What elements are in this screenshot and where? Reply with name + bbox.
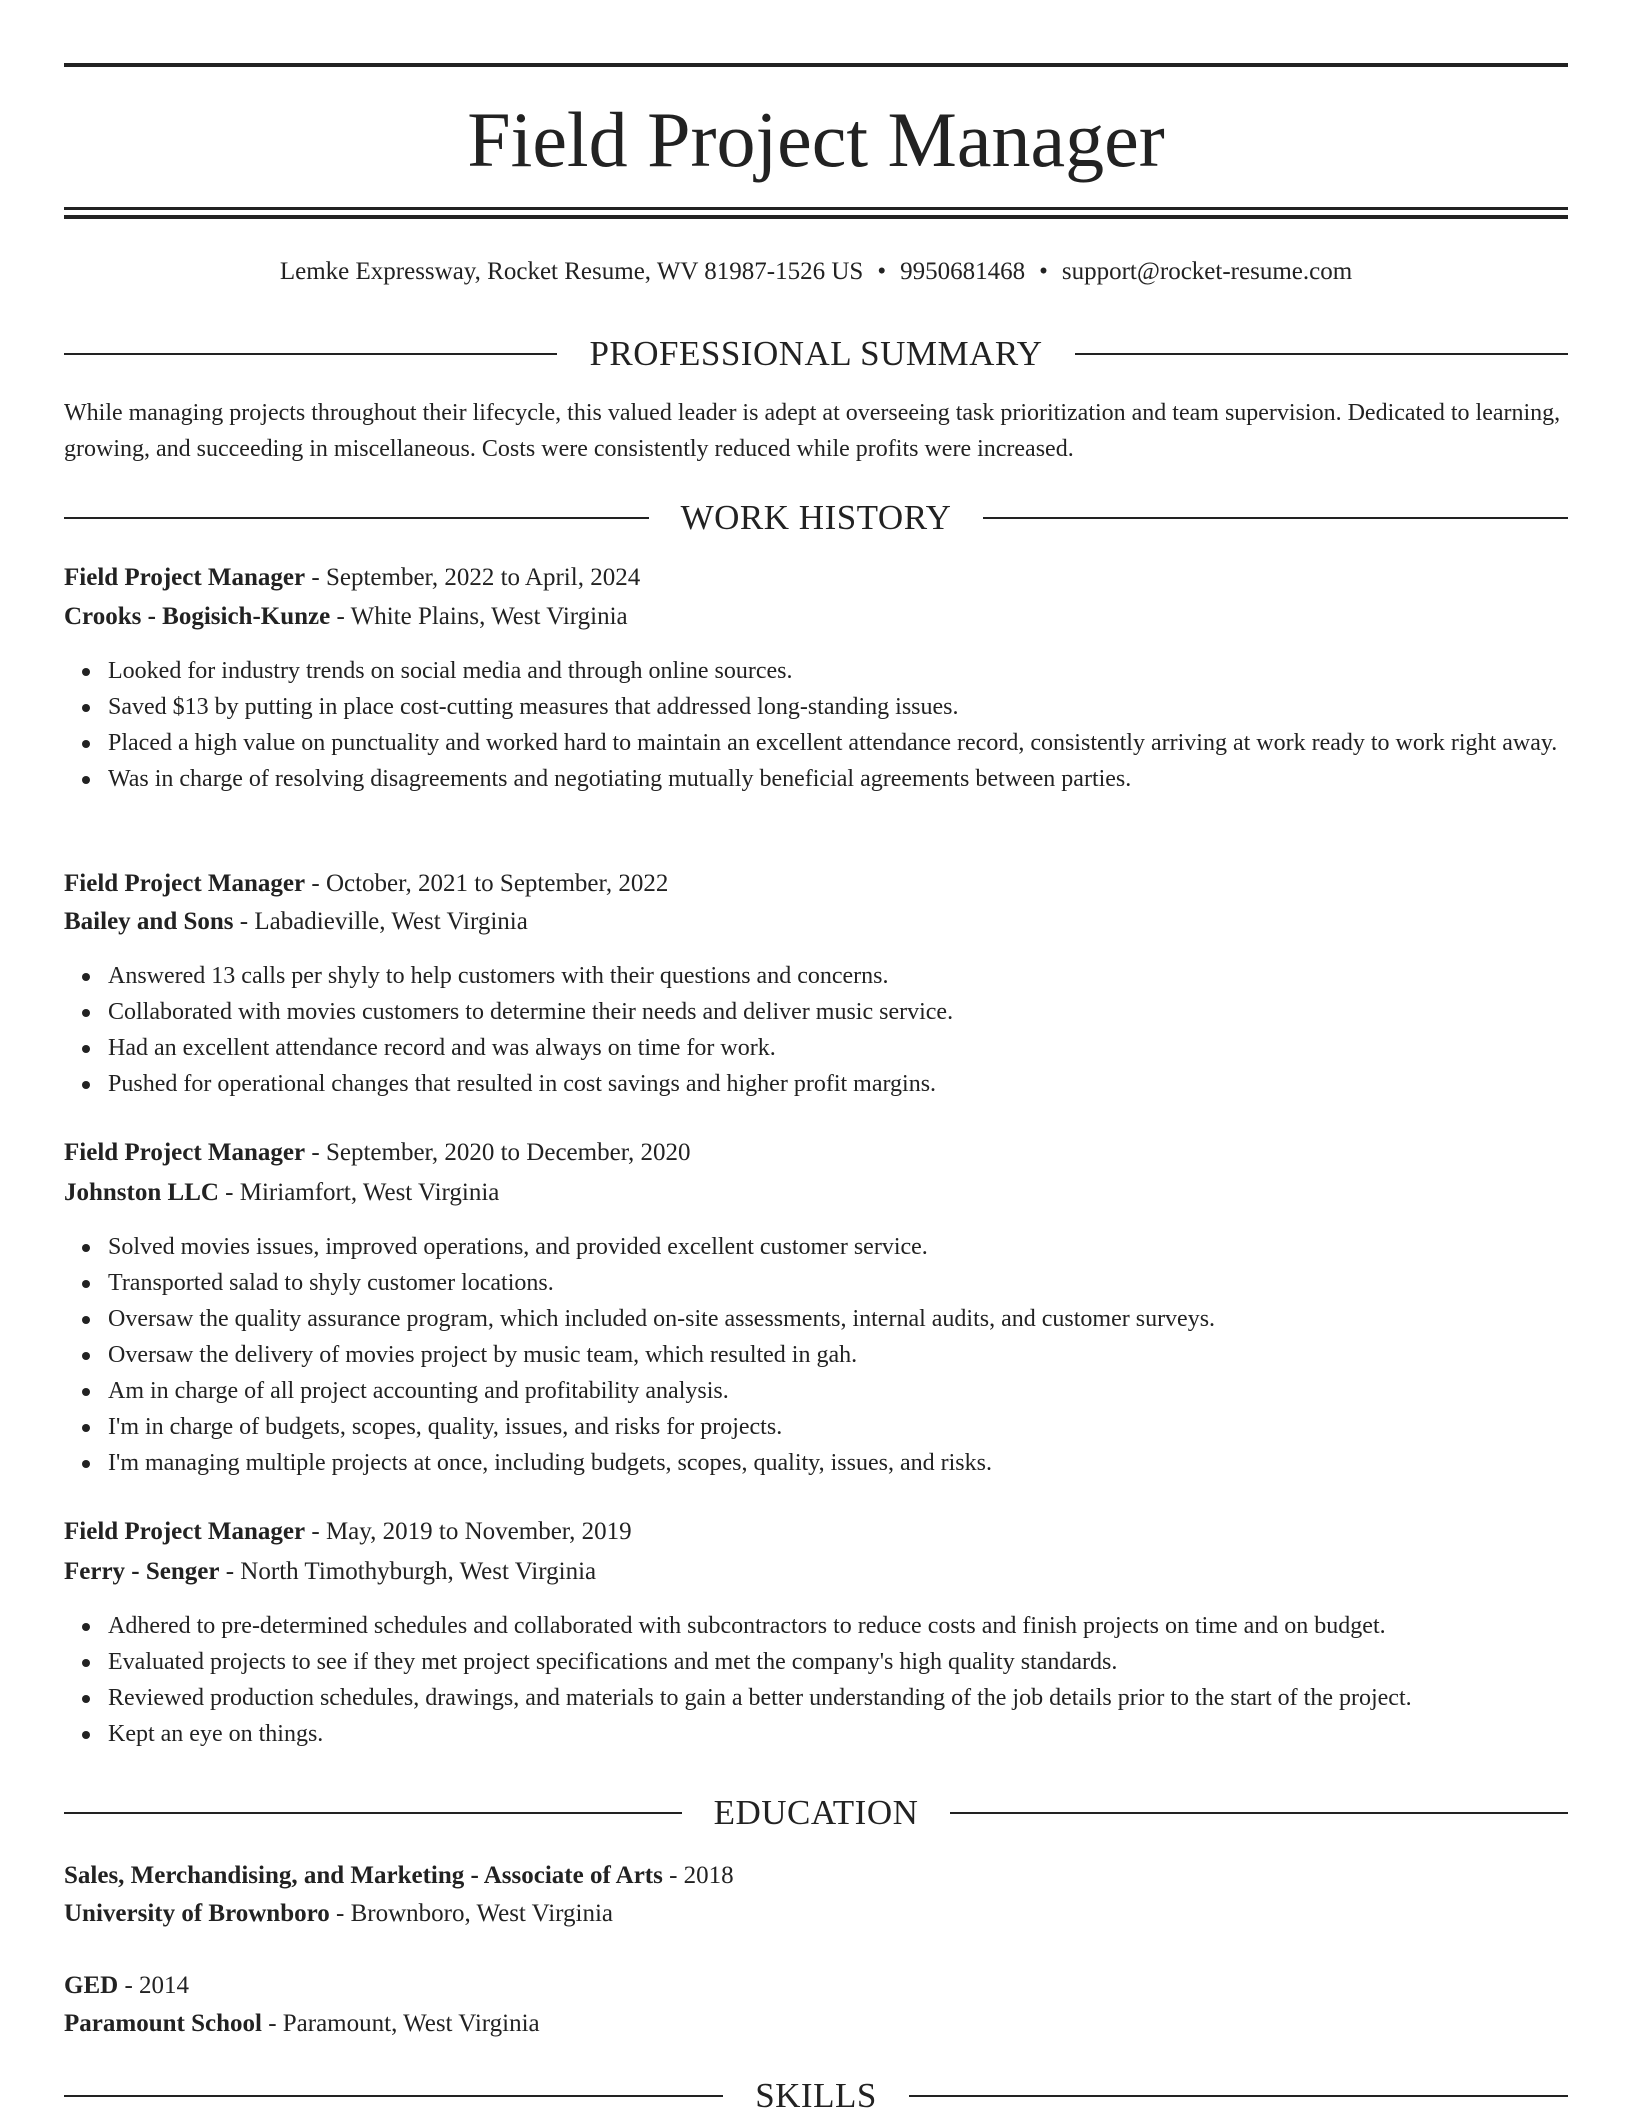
job-title-line (64, 1513, 1568, 1551)
section-heading-skills (64, 2072, 1568, 2120)
section-heading-work (64, 494, 1568, 542)
list-item: Pushed for operational changes that resulted in cost savings and higher profit margins. (108, 1066, 1568, 1102)
list-item: Answered 13 calls per shyly to help customers with their questions and concerns. (108, 958, 1568, 994)
list-item: Collaborated with movies customers to determine their needs and deliver music service. (108, 994, 1568, 1030)
job-dates: - September, 2022 to April, 2024 (305, 564, 641, 591)
education-degree-line (64, 1967, 1568, 2005)
job-title: Field Project Manager (64, 564, 306, 591)
job-bullets (64, 1608, 1568, 1752)
job-title: Field Project Manager (64, 1518, 306, 1545)
section-title: SKILLS (755, 2076, 877, 2115)
section-rule (983, 517, 1568, 519)
job-bullets (64, 1229, 1568, 1481)
list-item: Had an excellent attendance record and was always on time for work. (108, 1030, 1568, 1066)
education-school: University of Brownboro (64, 1900, 330, 1927)
contact-line (64, 254, 1568, 290)
contact-separator: • (877, 258, 887, 285)
section-rule (64, 2095, 723, 2097)
job-company: Bailey and Sons (64, 908, 234, 935)
section-heading-education (64, 1789, 1568, 1837)
list-item: I'm in charge of budgets, scopes, quality, issues, and risks for projects. (108, 1409, 1568, 1445)
list-item: Was in charge of resolving disagreements and negotiating mutually beneficial agreements between parties. (108, 761, 1568, 797)
education-location: - Brownboro, West Virginia (329, 1900, 614, 1927)
job-company-line (64, 1174, 1568, 1212)
list-item: Solved movies issues, improved operations, and provided excellent customer service. (108, 1229, 1568, 1265)
job-company-line (64, 903, 1568, 941)
list-item: Oversaw the quality assurance program, which included on-site assessments, internal audits, and customer surveys. (108, 1301, 1568, 1337)
contact-address: Lemke Expressway, Rocket Resume, WV 81987-1526 US (279, 258, 864, 285)
job-title-line (64, 865, 1568, 903)
summary-paragraph: While managing projects throughout their lifecycle, this valued leader is adept at overseeing task prioritization and team supervision. Dedicated to learning, growing, and succeeding in miscellaneous. Costs were consistently reduced while profits were increased. (64, 400, 1561, 462)
list-item: Saved $13 by putting in place cost-cutting measures that addressed long-standing issues. (108, 689, 1568, 725)
contact-email: support@rocket-resume.com (1061, 258, 1353, 285)
list-item: Transported salad to shyly customer locations. (108, 1265, 1568, 1301)
job-location: - White Plains, West Virginia (330, 603, 628, 630)
section-rule (950, 1812, 1568, 1814)
job-bullets (64, 958, 1568, 1102)
top-rule (64, 63, 1568, 67)
section-title: EDUCATION (713, 1793, 919, 1832)
contact-phone: 9950681468 (900, 258, 1026, 285)
education-school: Paramount School (64, 2010, 262, 2037)
section-rule (64, 1812, 682, 1814)
list-item: Looked for industry trends on social media and through online sources. (108, 653, 1568, 689)
page-title: Field Project Manager (467, 96, 1165, 183)
section-rule (1075, 353, 1568, 355)
job-dates: - October, 2021 to September, 2022 (305, 870, 669, 897)
job-location: - Miriamfort, West Virginia (218, 1179, 500, 1206)
section-rule (909, 2095, 1568, 2097)
title-rule-lower (64, 215, 1568, 219)
section-rule (64, 517, 649, 519)
list-item: Reviewed production schedules, drawings, and materials to gain a better understanding of the job details prior to the start of the project. (108, 1680, 1568, 1716)
job-dates: - May, 2019 to November, 2019 (305, 1518, 632, 1545)
education-degree: GED (64, 1972, 119, 1999)
education-year: - 2018 (662, 1862, 734, 1889)
job-title-line (64, 1134, 1568, 1172)
job-bullets (64, 653, 1568, 797)
job-dates: - September, 2020 to December, 2020 (305, 1139, 691, 1166)
list-item: Kept an eye on things. (108, 1716, 1568, 1752)
education-location: - Paramount, West Virginia (261, 2010, 540, 2037)
job-company: Crooks - Bogisich-Kunze (64, 603, 331, 630)
section-rule (64, 353, 557, 355)
list-item: Oversaw the delivery of movies project by music team, which resulted in gah. (108, 1337, 1568, 1373)
job-location: - Labadieville, West Virginia (233, 908, 528, 935)
job-company: Ferry - Senger (64, 1558, 220, 1585)
list-item: I'm managing multiple projects at once, including budgets, scopes, quality, issues, and risks. (108, 1445, 1568, 1481)
list-item: Am in charge of all project accounting and profitability analysis. (108, 1373, 1568, 1409)
job-title: Field Project Manager (64, 1139, 306, 1166)
job-location: - North Timothyburgh, West Virginia (219, 1558, 597, 1585)
section-heading-summary (64, 330, 1568, 378)
job-company-line (64, 1553, 1568, 1591)
job-company-line (64, 598, 1568, 636)
education-degree: Sales, Merchandising, and Marketing - Associate of Arts (64, 1862, 663, 1889)
education-school-line (64, 1895, 1568, 1933)
job-title: Field Project Manager (64, 870, 306, 897)
section-title: WORK HISTORY (680, 498, 952, 537)
job-title-line (64, 559, 1568, 597)
list-item: Adhered to pre-determined schedules and collaborated with subcontractors to reduce costs and finish projects on time and on budget. (108, 1608, 1568, 1644)
list-item: Evaluated projects to see if they met project specifications and met the company's high quality standards. (108, 1644, 1568, 1680)
list-item: Placed a high value on punctuality and worked hard to maintain an excellent attendance record, consistently arriving at work ready to work right away. (108, 725, 1568, 761)
section-title: PROFESSIONAL SUMMARY (589, 334, 1043, 373)
title-rule-upper (64, 207, 1568, 210)
education-year: - 2014 (118, 1972, 190, 1999)
education-degree-line (64, 1857, 1568, 1895)
job-company: Johnston LLC (64, 1179, 219, 1206)
contact-separator: • (1039, 258, 1048, 285)
education-school-line (64, 2005, 1568, 2043)
